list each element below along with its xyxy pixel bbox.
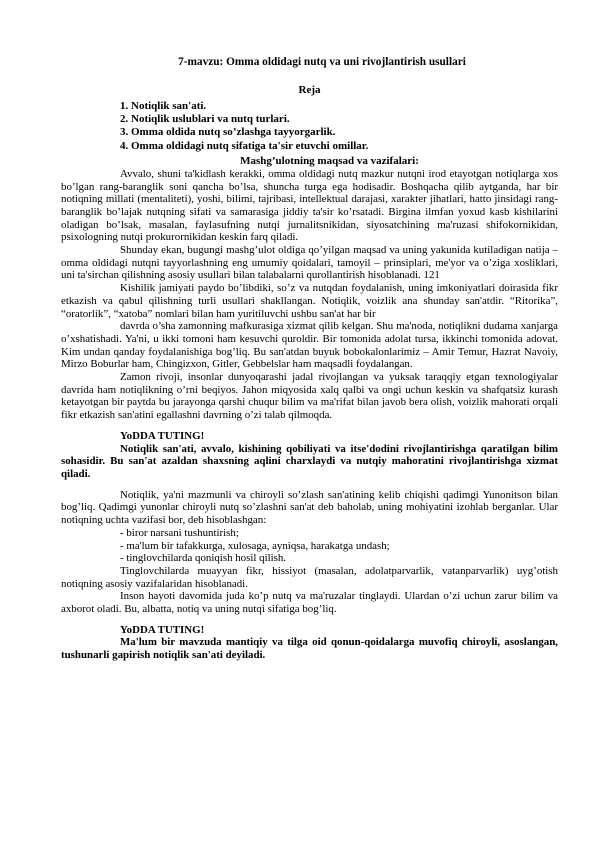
page-title: 7-mavzu: Omma oldidagi nutq va uni rivojlantirish usullari [178, 56, 466, 68]
paragraph: Shunday ekan, bugungi mashg’ulot oldiga qo’yilgan maqsad va uning yakunida kutiladigan natija – omma oldidagi nutqni tayyorlashning eng umumiy qoidalari, tamoyil – prinsiplari, me'yor va o’ziga xosliklari, uni ta'sirchan qilishning asosiy usullari bilan talabalarni qurollantirish hisoblanadi. 121 [61, 244, 558, 282]
paragraph: Avvalo, shuni ta'kidlash kerakki, omma oldidagi nutq mazkur nutqni irod etayotgan notiqlarga xos bo’lgan rang-baranglik soni qancha bo’lsa, shuncha turga ega hodisadir. Boshqacha qilib aytganda, har bir notiqning millati (mentaliteti), yoshi, bilimi, tajribasi, intellektual darajasi, xarakter jihatlari, hatto jinsidagi rang-baranglik bo’lajak nutqning sifati va samarasiga jiddiy ta'sir ko’rsatadi. Birgina ilmfan yoxud kasb kishilarini oladigan bo’lsak, masalan, faylasufning nutqi jurnalitsnikidan, siyosatchining ma'ruzasi shifokornikidan, psixologning nutqi prokurornikidan keskin farq qiladi. [61, 167, 558, 244]
list-item: - ma'lum bir tafakkurga, xulosaga, ayniqsa, harakatga undash; [120, 539, 390, 552]
plan-list [61, 100, 558, 153]
paragraph: Kishilik jamiyati paydo bo’libdiki, so’z va nutqdan foydalanish, uning imkoniyatlari doirasida fikr etkazish va qabul qilishning turli usullari shakllangan. Notiqlik, voizlik ana shunday san'atdir. “Ritorika”, “oratorlik”, “xatoba” nomlari bilan ham yuritiluvchi ushbu san'at har bir [61, 282, 558, 320]
plan-item: 4. Omma oldidagi nutq sifatiga ta'sir etuvchi omillar. [120, 139, 369, 152]
plan-item: 3. Omma oldida nutq so’zlashga tayyorgarlik. [120, 126, 336, 139]
note-label: YoDDA TUTING! [120, 623, 205, 636]
list-item: - biror narsani tushuntirish; [120, 526, 239, 539]
section-subheading: Mashg’ulotning maqsad va vazifalari: [240, 154, 419, 167]
paragraph: Inson hayoti davomida juda ko’p nutq va ma'ruzalar tinglaydi. Ulardan o’zi uchun zarur bilim va axborot oladi. Bu, albatta, notiq va uning nutqi sifatiga bog’liq. [61, 590, 558, 616]
plan-item: 2. Notiqlik uslublari va nutq turlari. [120, 113, 290, 126]
note-text: Ma'lum bir mavzuda mantiqiy va tilga oid qonun-qoidalarga muvofiq chiroyli, asoslangan, tushunarli gapirish notiqlik san'ati deyiladi. [61, 636, 558, 662]
note-text: Notiqlik san'ati, avvalo, kishining qobiliyati va itse'dodini rivojlantirishga qaratilgan bilim sohasidir. Bu san'at azaldan shaxsning aqlini charxlaydi va nutqiy mahoratini rivojlantirishga xizmat qiladi. [61, 442, 558, 480]
paragraph: Notiqlik, ya'ni mazmunli va chiroyli so’zlash san'atining kelib chiqishi qadimgi Yunonitson bilan bog’liq. Qadimgi yunonlar chiroyli nutq so’zlashni san'at deb baholab, uning mohiyatini izohlab berganlar. Ular notiqning uchta vazifasi bor, deb hisoblashgan: [61, 488, 558, 527]
plan-heading: Reja [298, 84, 321, 96]
paragraph: Zamon rivoji, insonlar dunyoqarashi jadal rivojlangan va yuksak taraqqiy etgan texnologiyalar davrida ham notiqlikning o’rni beqiyos. Jahon miqyosida xalq qalbi va ongi uchun keskin va shafqatsiz kurash ketayotgan bir paytda bu jarayonga qarshi chuqur bilim va ma'rifat bilan javob bera olish, voizlik mahorati orqali fikr etkazish san'atini egallashni davrning o’zi talab qilmoqda. [61, 371, 558, 422]
note-label: YoDDA TUTING! [120, 429, 205, 442]
paragraph: davrda o’sha zamonning mafkurasiga xizmat qilib kelgan. Shu ma'noda, notiqlikni dudama xanjarga o’xshatishadi. Ya'ni, u ikki tomoni ham kesuvchi quroldir. Bir tomonida adolat tursa, ikkinchi tomonida adovat. Kim undan qanday foydalanishiga bog’liq. Bu san'atdan buyuk bobokalonlarimiz – Amir Temur, Hazrat Navoiy, Mirzo Boburlar ham, Chingizxon, Gitler, Gebbelslar ham maqsadli foydalangan. [61, 320, 558, 371]
list-item: - tinglovchilarda qoniqish hosil qilish. [120, 552, 287, 565]
paragraph: Tinglovchilarda muayyan fikr, hissiyot (masalan, adolatparvarlik, vatanparvarlik) uyg’otish notiqning asosiy vazifalaridan hisoblanadi. [61, 564, 558, 590]
plan-item: 1. Notiqlik san'ati. [120, 100, 207, 112]
